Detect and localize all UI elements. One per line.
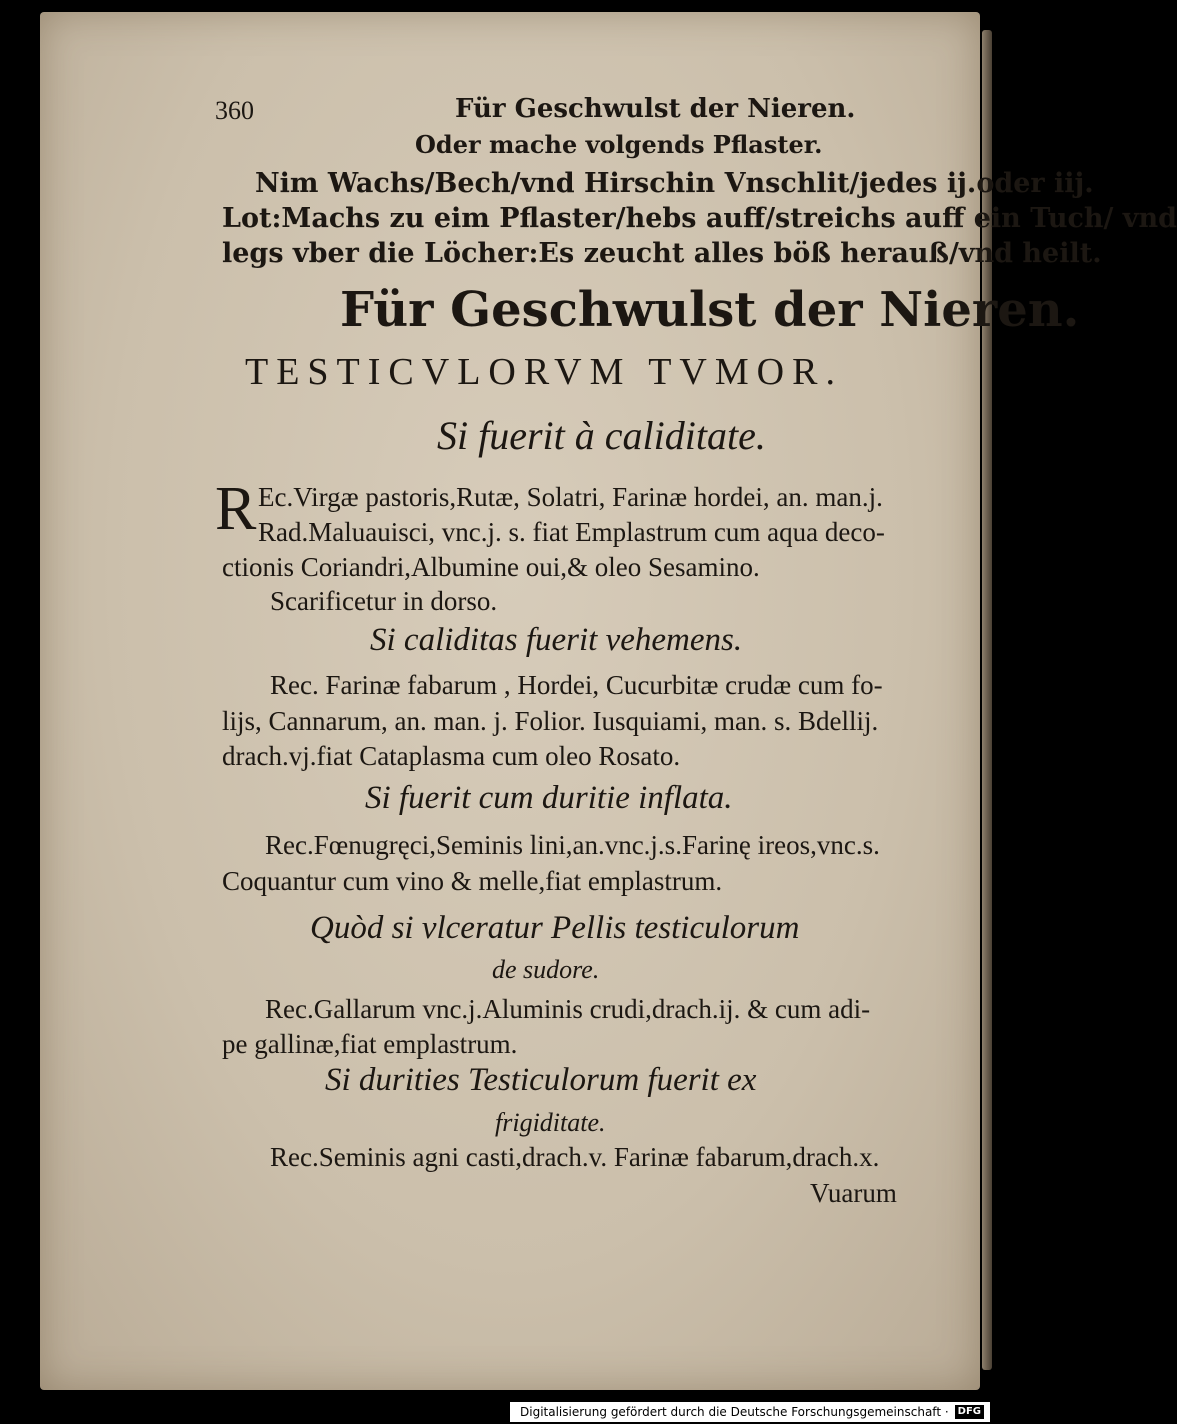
text-line: Rec.Fœnugręci,Seminis lini,an.vnc.j.s.Farinę ireos,vnc.s. <box>265 830 880 860</box>
section-title: Si caliditas fuerit vehemens. <box>370 622 743 658</box>
section-title: Quòd si vlceratur Pellis testiculorum <box>310 910 800 946</box>
section-title: Si fuerit cum duritie inflata. <box>365 780 733 816</box>
text-line: Rec.Gallarum vnc.j.Aluminis crudi,drach.ij. & cum adi- <box>265 994 871 1024</box>
text-line: pe gallinæ,fiat emplastrum. <box>222 1029 518 1059</box>
section-title-continued: de sudore. <box>492 955 600 984</box>
text-line: lijs, Cannarum, an. man. j. Folior. Iusquiami, man. s. Bdellij. <box>222 706 879 736</box>
german-line: Nim Wachs/Bech/vnd Hirschin Vnschlit/jedes ij.oder iij. <box>255 168 1094 199</box>
text-line: ctionis Coriandri,Albumine oui,& oleo Sesamino. <box>222 552 760 582</box>
section-title-continued: frigiditate. <box>495 1108 606 1137</box>
text-line: Rec.Seminis agni casti,drach.v. Farinæ fabarum,drach.x. <box>270 1142 880 1172</box>
running-head: Für Geschwulst der Nieren. <box>455 94 856 124</box>
section-title: Si fuerit à caliditate. <box>437 413 766 458</box>
dfg-logo: DFG <box>955 1405 984 1419</box>
text-line: Rad.Maluauisci, vnc.j. s. fiat Emplastrum cum aqua deco- <box>258 517 885 547</box>
page-number: 360 <box>215 96 254 125</box>
subheading: Oder mache volgends Pflaster. <box>415 130 823 159</box>
german-line: legs vber die Löcher:Es zeucht alles böß herauß/vnd heilt. <box>222 238 1102 269</box>
drop-capital: R <box>215 475 257 543</box>
text-line: Ec.Virgæ pastoris,Rutæ, Solatri, Farinæ hordei, an. man.j. <box>258 482 883 512</box>
text-line: Coquantur cum vino & melle,fiat emplastrum. <box>222 866 723 896</box>
footer-text: Digitalisierung gefördert durch die Deutsche Forschungsgemeinschaft · <box>520 1405 949 1419</box>
chapter-title-german: Für Geschwulst der Nieren. <box>340 282 1080 338</box>
digitization-footer <box>510 1402 990 1422</box>
text-line: Scarificetur in dorso. <box>270 586 498 616</box>
text-line: Rec. Farinæ fabarum , Hordei, Cucurbitæ crudæ cum fo- <box>270 670 883 700</box>
section-title: Si durities Testiculorum fuerit ex <box>325 1062 757 1098</box>
german-line: Lot:Machs zu eim Pflaster/hebs auff/streichs auff ein Tuch/ vnd <box>222 203 1177 234</box>
chapter-title-latin: TESTICVLORVM TVMOR. <box>245 351 843 393</box>
catchword: Vuarum <box>810 1178 897 1208</box>
text-line: drach.vj.fiat Cataplasma cum oleo Rosato. <box>222 741 681 771</box>
